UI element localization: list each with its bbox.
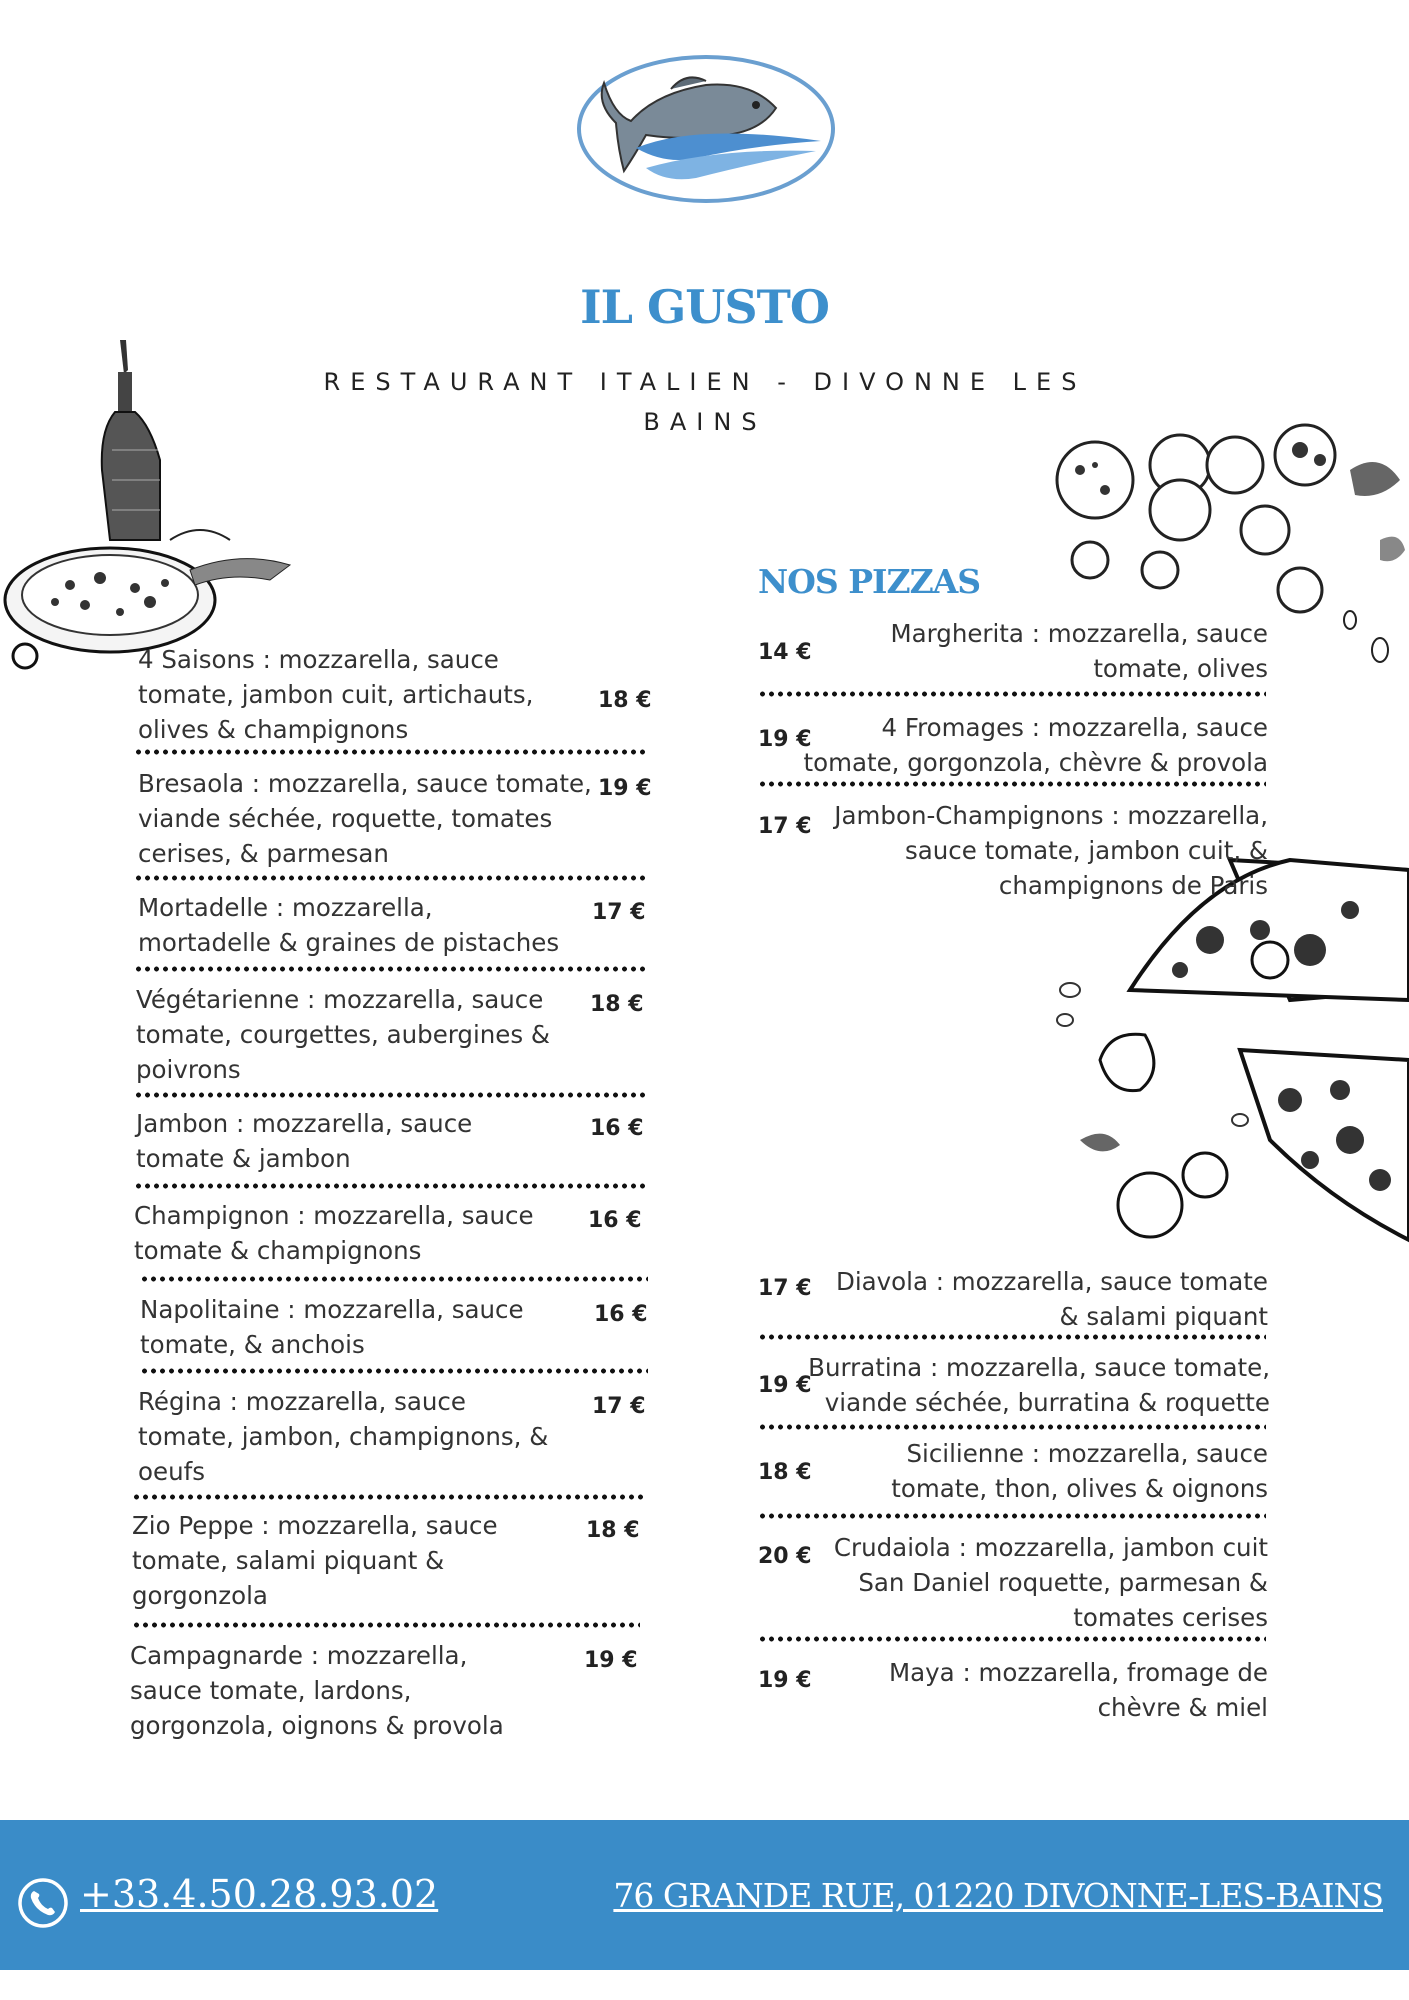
menu-item-price: 20 € [758,1544,812,1569]
menu-item-description: Bresaola : mozzarella, sauce tomate, viande séchée, roquette, tomates cerises, & parmesan [138,769,592,868]
footer-bar [0,1820,1409,1970]
menu-item-price: 19 € [758,1668,812,1693]
pizza-slices-illustration [1050,840,1409,1260]
menu-item-description: Maya : mozzarella, fromage de chèvre & miel [889,1658,1268,1722]
menu-item-price: 14 € [758,640,812,665]
phone-link[interactable]: +33.4.50.28.93.02 [80,1872,439,1916]
menu-item-description: Burratina : mozzarella, sauce tomate, viande séchée, burratina & roquette [808,1353,1270,1417]
menu-item-description: Jambon : mozzarella, sauce tomate & jambon [136,1109,473,1173]
menu-item-price: 16 € [588,1208,642,1233]
menu-item-description: Jambon-Champignons : mozzarella, sauce tomate, jambon cuit, & champignons de Paris [834,801,1268,900]
dotted-divider [132,1622,640,1628]
menu-item-price: 17 € [592,900,646,925]
menu-item-description: Margherita : mozzarella, sauce tomate, olives [890,619,1268,683]
phone-icon [16,1876,70,1930]
dotted-divider [134,749,646,755]
dotted-divider [758,1424,1266,1430]
menu-item-price: 17 € [592,1394,646,1419]
dotted-divider [132,1494,644,1500]
restaurant-title: IL GUSTO [580,280,829,334]
dotted-divider [134,1092,646,1098]
menu-item-description: Mortadelle : mozzarella, mortadelle & graines de pistaches [138,893,560,957]
dotted-divider [758,1636,1266,1642]
dotted-divider [134,1183,646,1189]
dotted-divider [758,1334,1266,1340]
menu-item-price: 19 € [758,1373,812,1398]
dotted-divider [134,875,646,881]
fish-logo [576,53,836,205]
menu-item-price: 19 € [758,727,812,752]
menu-item-price: 17 € [758,1276,812,1301]
menu-item-price: 16 € [590,1116,644,1141]
dotted-divider [140,1368,648,1374]
dotted-divider [758,781,1266,787]
menu-item-description: Campagnarde : mozzarella, sauce tomate, lardons, gorgonzola, oignons & provola [130,1641,504,1740]
section-title: NOS PIZZAS [758,562,981,601]
dotted-divider [140,1276,648,1282]
menu-item-price: 18 € [590,992,644,1017]
menu-item-description: Napolitaine : mozzarella, sauce tomate, & anchois [140,1295,524,1359]
menu-item-description: Champignon : mozzarella, sauce tomate & champignons [134,1201,534,1265]
menu-item-price: 18 € [586,1518,640,1543]
menu-item-price: 16 € [594,1302,648,1327]
dotted-divider [134,966,646,972]
menu-item-price: 17 € [758,814,812,839]
dotted-divider [758,691,1266,697]
menu-item-price: 18 € [758,1460,812,1485]
menu-item-description: Sicilienne : mozzarella, sauce tomate, thon, olives & oignons [891,1439,1268,1503]
menu-item-description: 4 Fromages : mozzarella, sauce tomate, gorgonzola, chèvre & provola [803,713,1268,777]
restaurant-subtitle: RESTAURANT ITALIEN - DIVONNE LES BAINS [323,368,1087,436]
menu-item-price: 19 € [584,1648,638,1673]
menu-item-description: Végétarienne : mozzarella, sauce tomate, courgettes, aubergines & poivrons [136,985,551,1084]
menu-item-description: Diavola : mozzarella, sauce tomate & salami piquant [835,1267,1268,1331]
menu-item-description: Crudaiola : mozzarella, jambon cuit San Daniel roquette, parmesan & tomates cerises [833,1533,1268,1632]
menu-item-description: Régina : mozzarella, sauce tomate, jambon, champignons, & oeufs [138,1387,549,1486]
address-link[interactable]: 76 GRANDE RUE, 01220 DIVONNE-LES-BAINS [613,1876,1383,1915]
menu-item-price: 18 € [598,688,652,713]
dotted-divider [758,1513,1266,1519]
menu-item-description: 4 Saisons : mozzarella, sauce tomate, jambon cuit, artichauts, olives & champignons [138,645,534,744]
menu-item-price: 19 € [598,776,652,801]
menu-item-description: Zio Peppe : mozzarella, sauce tomate, salami piquant & gorgonzola [132,1511,498,1610]
